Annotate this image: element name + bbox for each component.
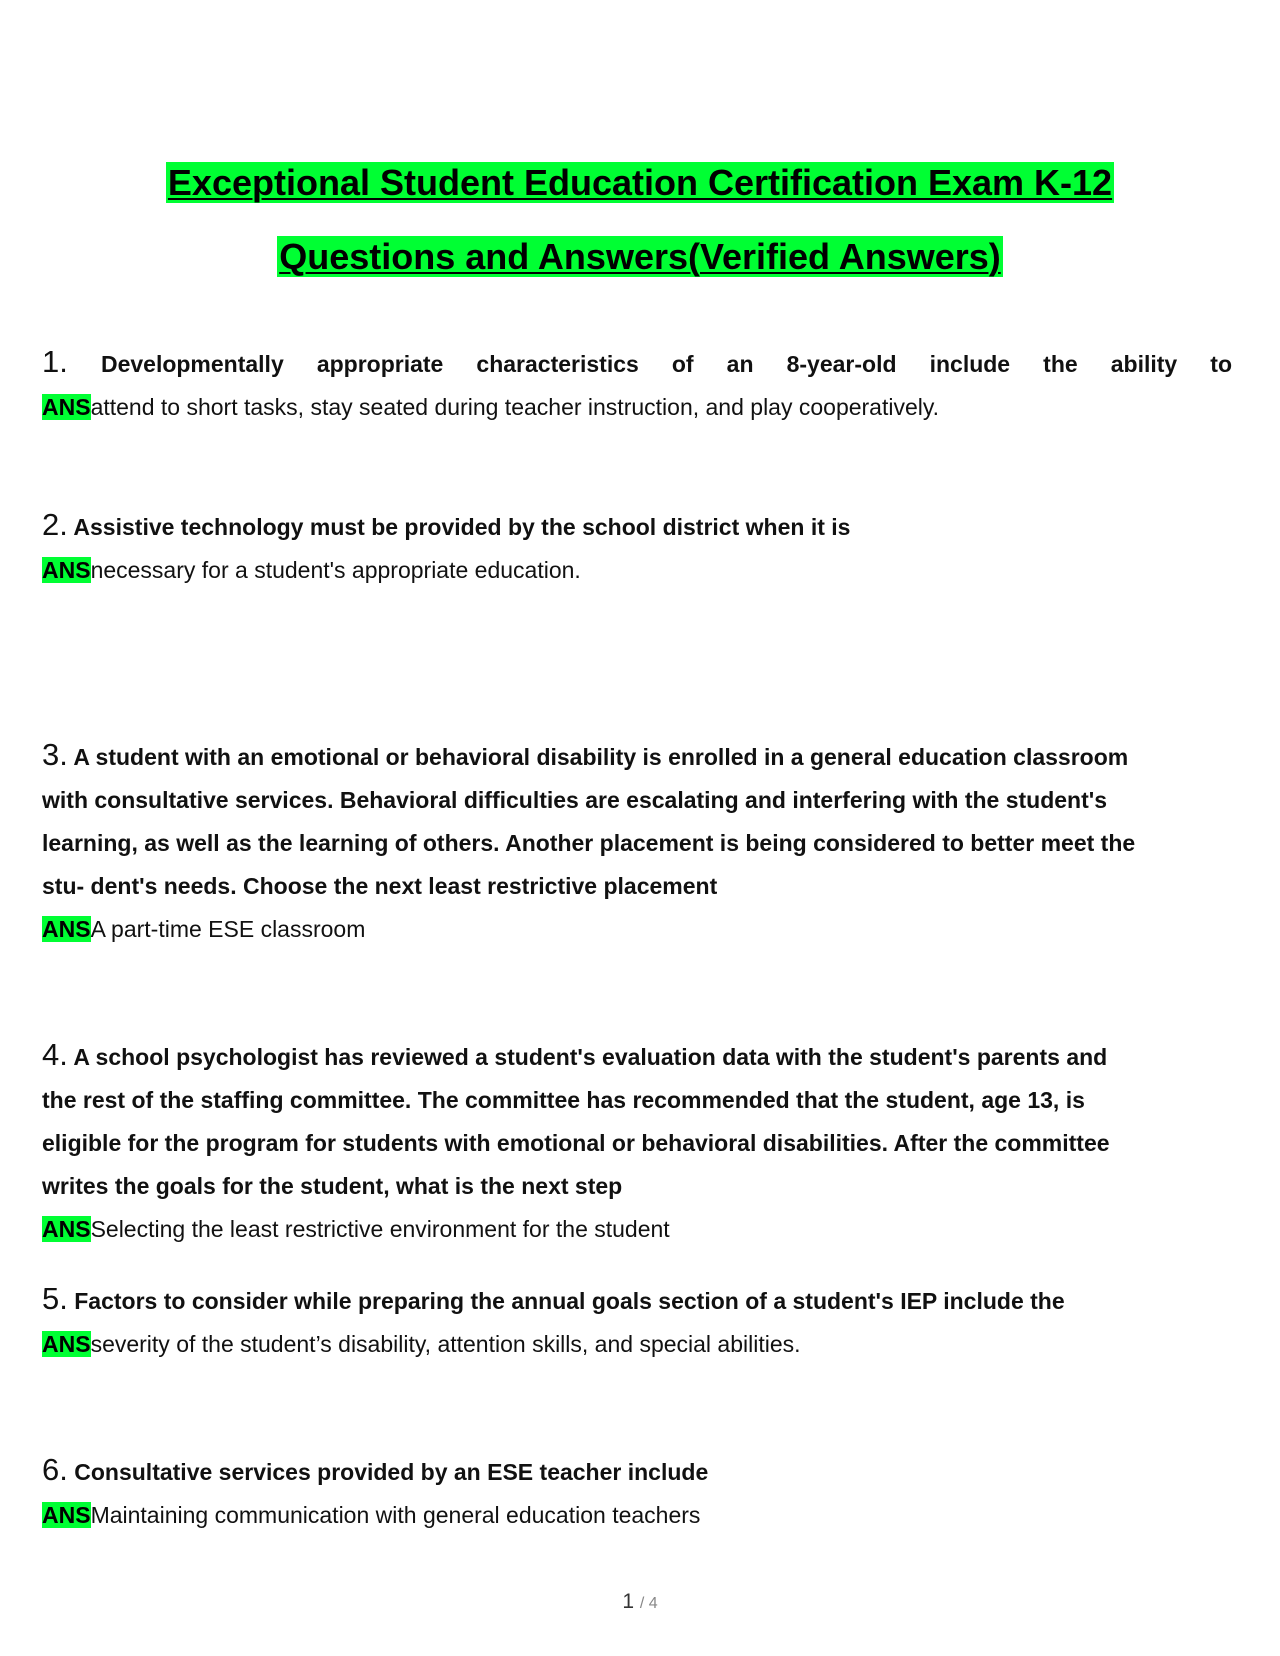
question-line: learning, as well as the learning of others. Another placement is being considered to better meet the xyxy=(42,830,1136,856)
title-line-2 xyxy=(0,224,1280,298)
question-line xyxy=(42,340,1232,386)
answer-text: severity of the student’s disability, attention skills, and special abilities. xyxy=(90,1331,801,1357)
page-total: / 4 xyxy=(639,1595,658,1612)
question-line xyxy=(42,1277,1232,1323)
question-2 xyxy=(42,503,1232,592)
answer-tag: ANS xyxy=(42,394,91,420)
answer-tag: ANS xyxy=(42,1331,91,1357)
answer-line xyxy=(42,1208,1232,1251)
question-number: 3. xyxy=(42,737,68,772)
answer-tag: ANS xyxy=(42,916,91,942)
question-number: 6. xyxy=(42,1452,68,1487)
question-number: 1. xyxy=(42,344,68,379)
question-number: 4. xyxy=(42,1037,68,1072)
question-number: 2. xyxy=(42,507,68,542)
page-indicator xyxy=(0,1590,1280,1614)
question-text: Developmentally appropriate characteristics of an 8-year-old include the ability to xyxy=(100,351,1233,377)
question-1 xyxy=(42,340,1232,429)
answer-line xyxy=(42,908,1232,951)
page-current: 1 xyxy=(622,1590,635,1613)
question-text: Consultative services provided by an ESE teacher include xyxy=(74,1459,709,1485)
question-line: stu- dent's needs. Choose the next least restrictive placement xyxy=(42,873,718,899)
answer-line xyxy=(42,1323,1232,1366)
question-text: A school psychologist has reviewed a student's evaluation data with the student's parents and xyxy=(73,1044,1108,1070)
question-line: writes the goals for the student, what is the next step xyxy=(42,1173,623,1199)
answer-text: attend to short tasks, stay seated during teacher instruction, and play cooperatively. xyxy=(90,394,940,420)
question-line: the rest of the staffing committee. The committee has recommended that the student, age 13, is xyxy=(42,1087,1085,1113)
question-5 xyxy=(42,1277,1232,1366)
question-line: eligible for the program for students with emotional or behavioral disabilities. After the committee xyxy=(42,1130,1110,1156)
question-line xyxy=(42,1033,1232,1079)
question-text: A student with an emotional or behavioral disability is enrolled in a general education classroom xyxy=(73,744,1129,770)
answer-line xyxy=(42,1494,1232,1537)
question-3 xyxy=(42,733,1232,951)
answer-text: A part-time ESE classroom xyxy=(90,916,366,942)
question-line: with consultative services. Behavioral difficulties are escalating and interfering with the student's xyxy=(42,787,1108,813)
question-number: 5. xyxy=(42,1281,68,1316)
title-line-1 xyxy=(0,150,1280,224)
answer-tag: ANS xyxy=(42,1216,91,1242)
question-line xyxy=(42,503,1232,549)
answer-text: Selecting the least restrictive environment for the student xyxy=(90,1216,670,1242)
question-4 xyxy=(42,1033,1232,1251)
answer-text: necessary for a student's appropriate education. xyxy=(90,557,581,583)
answer-tag: ANS xyxy=(42,1502,91,1528)
question-6 xyxy=(42,1448,1232,1537)
answer-line xyxy=(42,549,1232,592)
answer-tag: ANS xyxy=(42,557,91,583)
question-line xyxy=(42,1448,1232,1494)
answer-line xyxy=(42,386,1232,429)
title-text-1: Exceptional Student Education Certification Exam K-12 xyxy=(167,162,1113,203)
document-title xyxy=(0,150,1280,298)
answer-text: Maintaining communication with general education teachers xyxy=(90,1502,701,1528)
question-line xyxy=(42,733,1232,779)
title-text-2: Questions and Answers(Verified Answers) xyxy=(279,236,1001,277)
question-text: Factors to consider while preparing the annual goals section of a student's IEP include the xyxy=(74,1288,1065,1314)
question-text: Assistive technology must be provided by the school district when it is xyxy=(73,514,851,540)
